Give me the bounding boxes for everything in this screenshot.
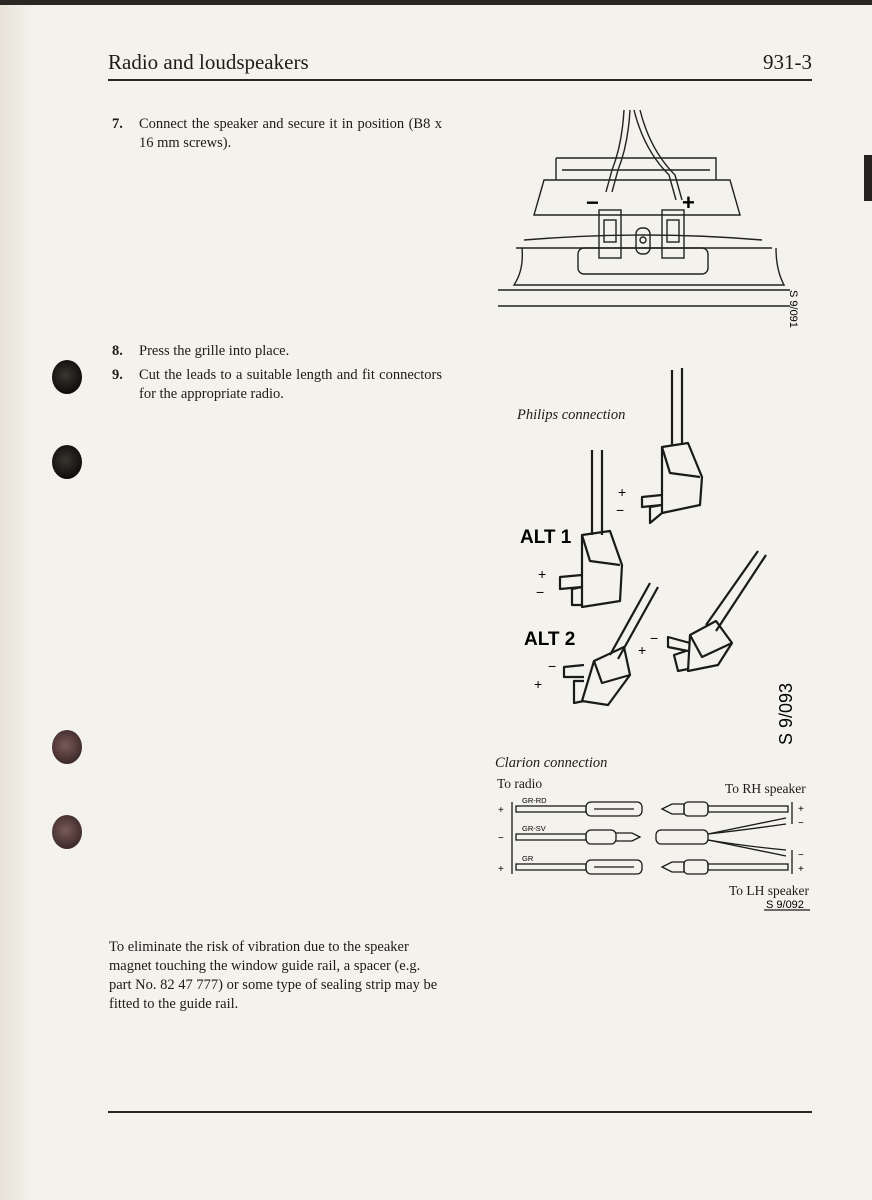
alt2-label: ALT 2 (524, 629, 576, 650)
figure-ref: S 9/091 (787, 290, 799, 328)
philips-minus: − (616, 502, 625, 518)
footer-rule (108, 1111, 812, 1113)
philips-caption: Philips connection (517, 407, 626, 423)
clarion-connection-figure (494, 794, 814, 918)
alt2-minus-left: − (548, 658, 557, 674)
alt2-plus-left: + (534, 676, 543, 692)
radio-minus: − (498, 833, 504, 844)
alt1-plus: + (538, 566, 547, 582)
philips-plus: + (618, 484, 627, 500)
scan-top-edge (0, 0, 872, 5)
philips-connection-figure (510, 365, 800, 750)
step-7 (112, 115, 442, 153)
step-text: Connect the speaker and secure it in position (B8 x 16 mm screws). (139, 116, 442, 151)
alt2-plus-right: + (638, 642, 647, 658)
figure-ref: S 9/092 (766, 899, 804, 911)
clarion-caption: Clarion connection (495, 755, 608, 771)
punch-hole (52, 360, 82, 394)
wire-gr-rd: GR-RD (522, 796, 547, 805)
minus-label: − (586, 190, 599, 215)
punch-hole (52, 445, 82, 479)
figure-ref: S 9/093 (776, 682, 796, 745)
punch-hole (52, 730, 82, 764)
to-radio-label: To radio (497, 776, 543, 791)
section-tab-mark (864, 155, 872, 201)
page-number: 931-3 (763, 50, 812, 74)
plus-label: + (682, 190, 695, 215)
radio-plus-2: + (498, 864, 504, 875)
wire-gr: GR (522, 854, 534, 863)
wire-gr-sv: GR-SV (522, 824, 546, 833)
step-9 (112, 366, 442, 404)
step-8 (112, 342, 442, 361)
to-lh-speaker-label: To LH speaker (729, 883, 810, 898)
step-text: Press the grille into place. (139, 343, 290, 359)
vibration-note: To eliminate the risk of vibration due to the speaker magnet touching the window guide rail, a spacer (e.g. part No. 82 47 777) or some type of sealing strip may be fitted to the guide rail. (109, 939, 438, 1012)
step-text: Cut the leads to a suitable length and fit connectors for the appropriate radio. (139, 367, 442, 402)
lh-minus: − (798, 850, 804, 861)
speaker-terminal-figure (494, 100, 814, 340)
page-title: Radio and loudspeakers (108, 50, 309, 74)
alt1-minus: − (536, 584, 545, 600)
rh-plus: + (798, 804, 804, 815)
header-rule (108, 79, 812, 81)
alt2-minus-right: − (650, 630, 659, 646)
rh-minus: − (798, 818, 804, 829)
alt1-label: ALT 1 (520, 527, 572, 548)
to-rh-speaker-label: To RH speaker (725, 781, 806, 796)
step-number: 9. (112, 367, 123, 383)
page-edge (0, 0, 34, 1200)
step-number: 8. (112, 343, 123, 359)
lh-plus: + (798, 864, 804, 875)
punch-hole (52, 815, 82, 849)
step-number: 7. (112, 116, 123, 132)
radio-plus-1: + (498, 805, 504, 816)
